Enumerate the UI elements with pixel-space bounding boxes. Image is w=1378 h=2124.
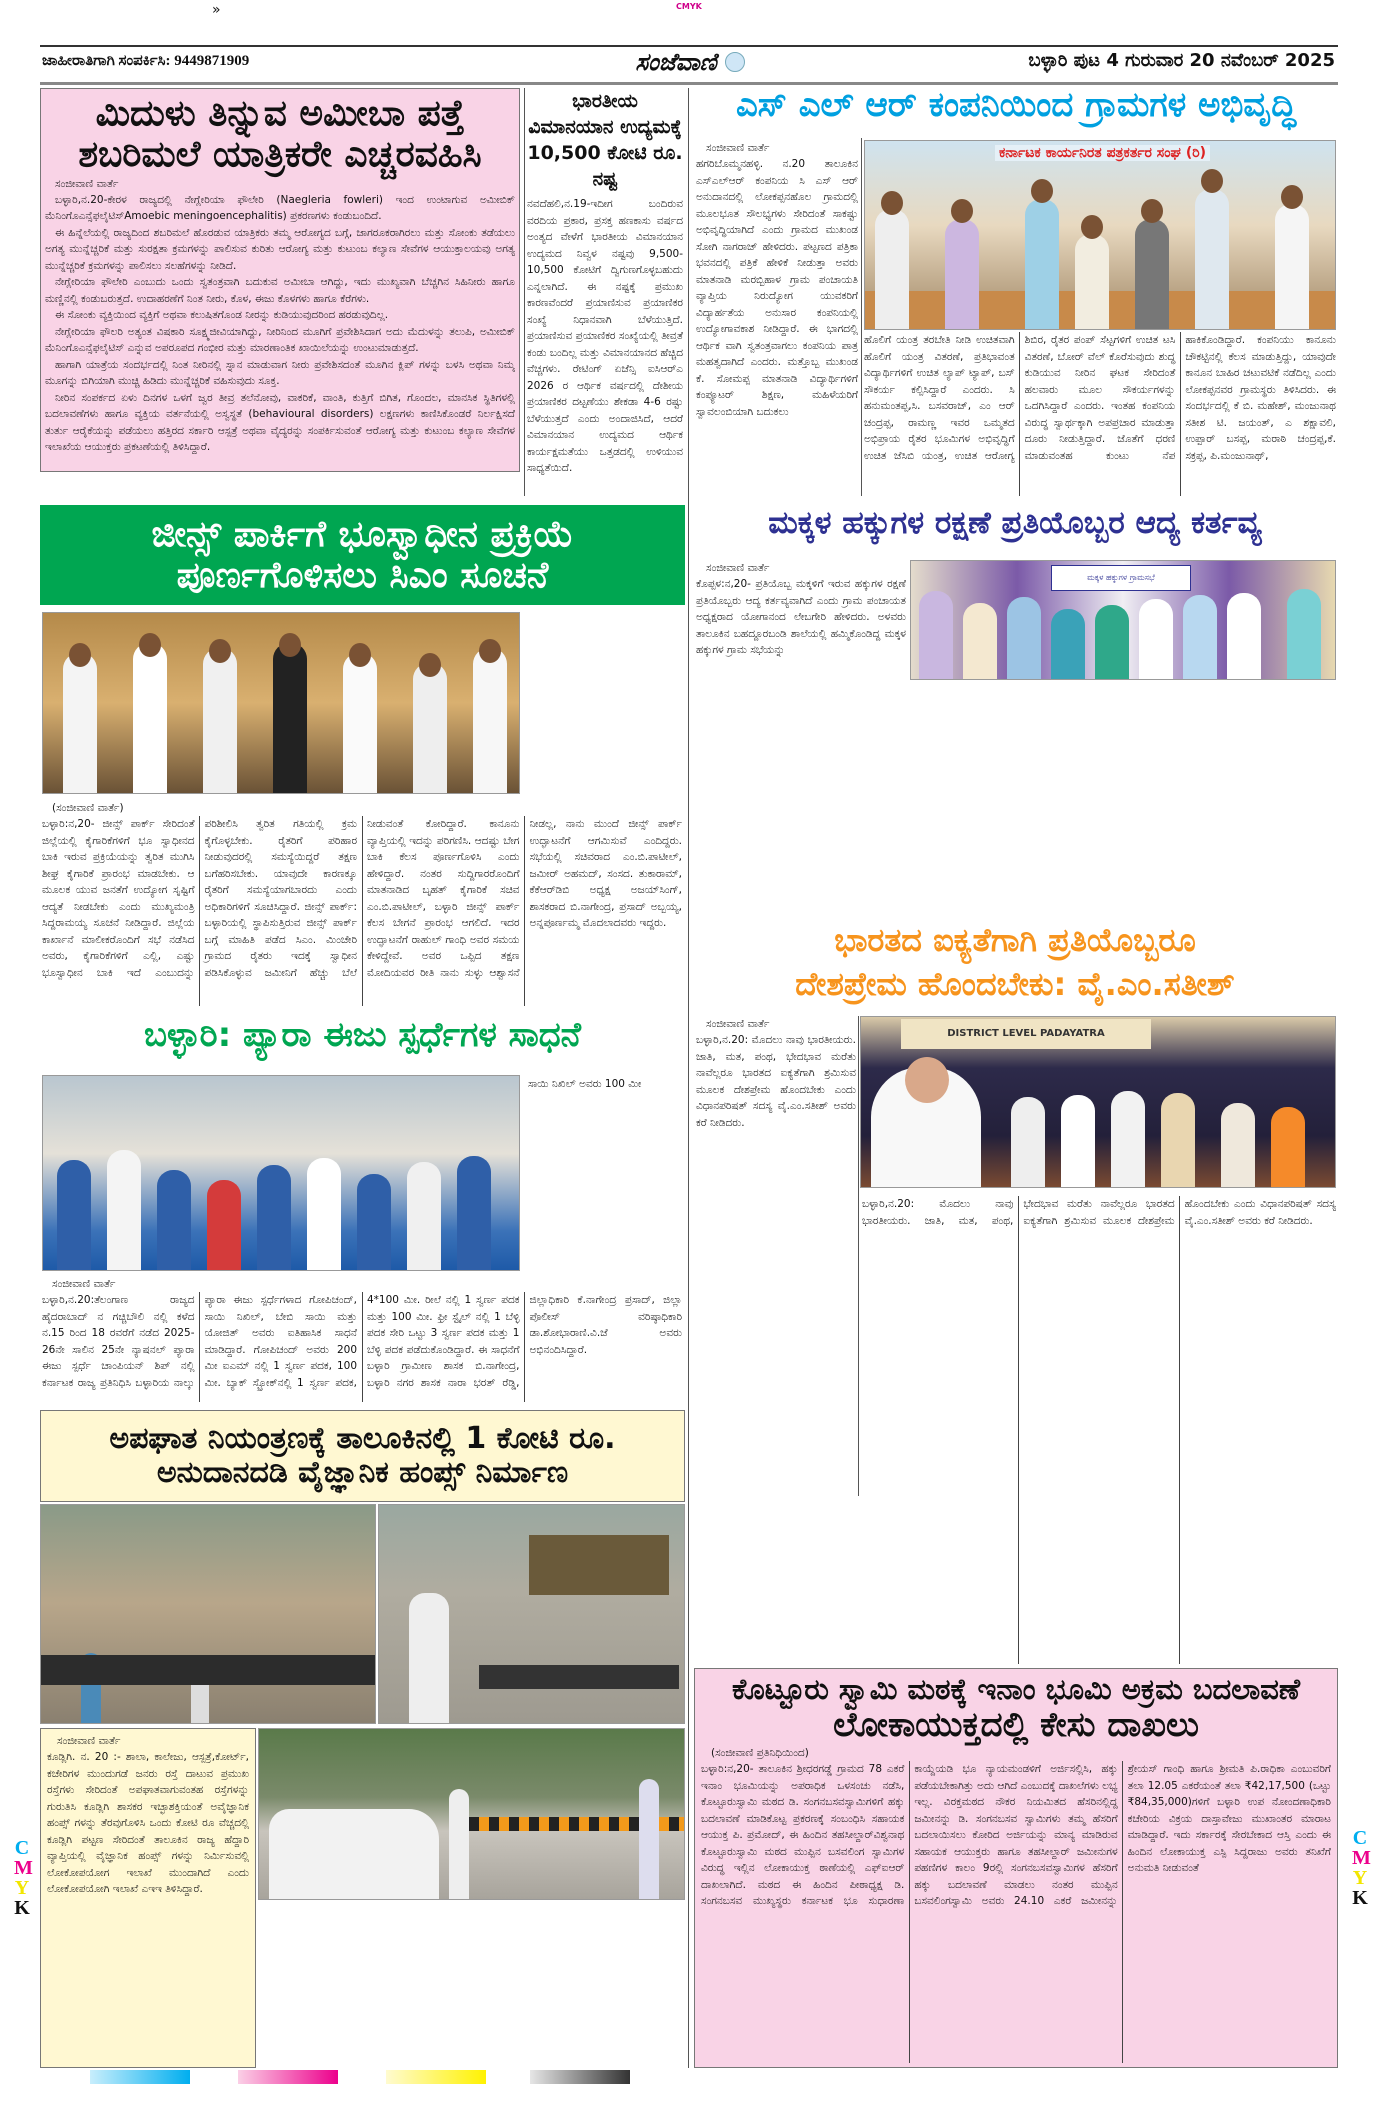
page-center-rule (688, 88, 689, 2068)
column-rule (524, 88, 525, 496)
paragraph: ಈ ಹಿನ್ನೆಲೆಯಲ್ಲಿ ರಾಜ್ಯದಿಂದ ಶಬರಿಮಲೆ ಹೊರಡುವ ಯಾತ್ರಿಕರು ತಮ್ಮ ಆರೋಗ್ಯದ ಬಗ್ಗೆ, ಜಾಗರೂಕರಾಗಿರಲು ಮತ್ತು ಸೋಂಕು ತಡೆಯಲು ಅಗತ್ಯ ಮುನ್ನೆಚ್ಚರಿಕೆ ಮತ್ತು ಸುರಕ್ಷತಾ ಕ್ರಮಗಳನ್ನು ಪಾಲಿಸುವ ಕುರಿತು ಆರೋಗ್ಯ ಮತ್ತು ಕುಟುಂಬ ಕಲ್ಯಾಣ ಸೇವೆಗಳ ಆಯುಕ್ತಾಲಯವು ಅಗತ್ಯ ಮುನ್ನೆಚ್ಚರಿಕೆ ಕ್ರಮಗಳನ್ನು ಪಾಲಿಸಲು ಸಲಹೆಗಳನ್ನು ನೀಡಿದೆ. (45, 226, 515, 272)
jeans-text (42, 800, 682, 1006)
unity-body-continued: ಬಳ್ಳಾರಿ,ನ.20: ಮೊದಲು ನಾವು ಭಾರತೀಯರು. ಜಾತಿ, ಮತ, ಪಂಥ, ಭೇದಭಾವ ಮರೆತು ನಾವೆಲ್ಲರೂ ಭಾರತದ ಐಕ್ಯತೆಗಾಗಿ ಶ್ರಮಿಸುವ ಮೂಲಕ ದೇಶಪ್ರೇಮ ಹೊಂದಬೇಕು ಎಂದು ವಿಧಾನಪರಿಷತ್ ಸದಸ್ಯ ವೈ.ಎಂ.ಸತೀಶ್ ಅವರು ಕರೆ ನೀಡಿದರು. (862, 1198, 1336, 1227)
swim-headline: ಬಳ್ಳಾರಿ: ಪ್ಯಾರಾ ಈಜು ಸ್ಪರ್ಧೆಗಳ ಸಾಧನೆ (144, 1015, 581, 1055)
jeans-headline-banner (40, 505, 685, 605)
amoeba-body (45, 192, 515, 467)
slr-col1 (696, 140, 858, 496)
kottur-body: ಬಳ್ಳಾರಿ:ನ,20- ತಾಲೂಕಿನ ಶ್ರೀಧರಗಡ್ಡೆ ಗ್ರಾಮದ 78 ಎಕರೆ ಇನಾಂ ಭೂಮಿಯನ್ನು ಅಪರಾಧಿಕ ಒಳಸಂಚು ನಡೆಸಿ, ಕೊಟ್ಟೂರುಸ್ವಾಮಿ ಮಠದ ಡಿ. ಸಂಗನಬಸವಸ್ವಾಮಿಗಳಿಗೆ ಹಕ್ಕು ಬದಲಾವಣೆ ಮಾಡಿಕೊಟ್ಟ ಪ್ರಕರಣಕ್ಕೆ ಸಂಬಂಧಿಸಿ ಸಹಾಯಕ ಆಯುಕ್ತ ಪಿ. ಪ್ರಮೋದ್, ಈ ಹಿಂದಿನ ತಹಸೀಲ್ದಾರ್‌ವಿಶ್ವನಾಥ ಕೊಟ್ಟೂರುಸ್ವಾಮಿ ಮಠದ ಮುಪ್ಪಿನ ಬಸವಲಿಂಗ ಸ್ವಾಮಿಗಳ ವಿರುದ್ಧ ಇಲ್ಲಿನ ಲೋಕಾಯುಕ್ತ ಠಾಣೆಯಲ್ಲಿ ಎಫ್‌ಐಆರ್ ದಾಖಲಾಗಿದೆ. ಮಠದ ಈ ಹಿಂದಿನ ಪೀಠಾಧ್ಯಕ್ಷ ಡಿ. ಸಂಗನಬಸವ ಮುಖ್ಯಸ್ಥರು ಕರ್ನಾಟಕ ಭೂ ಸುಧಾರಣಾ ಕಾಯ್ದೆಯಡಿ ಭೂ ನ್ಯಾಯಮಂಡಳಿಗೆ ಅರ್ಜಿಸಲ್ಲಿಸಿ, ಹಕ್ಕು ಪಡೆಯಬೇಕಾಗಿತ್ತು ಅದು ಆಗಿದೆ ಎಂಬುದಕ್ಕೆ ದಾಖಲೆಗಳು ಲಭ್ಯ ಇಲ್ಲ. ವಿರಕ್ತಮಠದ ನೌಕರ ನಿಯಮಿತದ ಹೆಸರಿನಲ್ಲಿದ್ದ ಜಮೀನನ್ನು ಡಿ. ಸಂಗನಬಸವ ಸ್ವಾಮಿಗಳು ತಮ್ಮ ಹೆಸರಿಗೆ ಬದಲಾಯಿಸಲು ಕೋರಿದ ಅರ್ಜಿಯನ್ನು ಮಾನ್ಯ ಮಾಡಿರುವ ಸಹಾಯಕ ಆಯುಕ್ತರು ಹಾಗೂ ತಹಸೀಲ್ದಾರ್ ಜಮೀನುಗಳ ಪಹಣಿಗಳ ಕಾಲಂ 9ರಲ್ಲಿ ಸಂಗನಬಸವಸ್ವಾಮಿಗಳ ಹೆಸರಿಗೆ ಹಕ್ಕು ಬದಲಾವಣೆ ಮಾಡಲು ನಂತರ ಮುಪ್ಪಿನ ಬಸವಲಿಂಗಸ್ವಾಮಿ ಅವರು 24.10 ಎಕರೆ ಜಮೀನನ್ನು ಶ್ರೇಯಸ್ ಗಾಂಧಿ ಹಾಗೂ ಶ್ರೀಮತಿ ಪಿ.ರಾಧಿಕಾ ಎಂಬುವರಿಗೆ ತಲಾ 12.05 ಎಕರೆಯಂತೆ ತಲಾ ₹42,17,500 (ಒಟ್ಟು ₹84,35,000)ಗಳಿಗೆ ಬಳ್ಳಾರಿ ಉಪ ನೋಂದಣಾಧಿಕಾರಿ ಕಚೇರಿಯ ವಿಕ್ರಯ ದಾಸ್ತಾವೇಜು ಮುಖಾಂತರ ಮಾರಾಟ ಮಾಡಿದ್ದಾರೆ. ಇದು ಸರ್ಕಾರಕ್ಕೆ ಸೇರಬೇಕಾದ ಆಸ್ತಿ ಎಂದು ಈ ಹಿಂದಿನ ಲೋಕಾಯುಕ್ತ ಎಸ್ಪಿ ಸಿದ್ದರಾಜು ಅವರು ತನಿಖೆಗೆ ಅನುಮತಿ ನೀಡುವಂತೆ (701, 1763, 1331, 1908)
slr-byline: ಸಂಜೀವಾಣಿ ವಾರ್ತೆ (706, 142, 770, 154)
child-rights-photo (910, 560, 1336, 680)
unity-headline-2: ದೇಶಪ್ರೇಮ ಹೊಂದಬೇಕು: ವೈ.ಎಂ.ಸತೀಶ್ (795, 965, 1235, 1003)
humps-photo-3 (258, 1728, 685, 1900)
registration-m: M (14, 1857, 33, 1879)
jeans-headline-2: ಪೂರ್ಣಗೊಳಿಸಲು ಸಿಎಂ ಸೂಚನೆ (176, 555, 549, 596)
paragraph: ಈ ಸೋಂಕು ವ್ಯಕ್ತಿಯಿಂದ ವ್ಯಕ್ತಿಗೆ ಅಥವಾ ಕಲುಷಿತಗೊಂಡ ನೀರನ್ನು ಕುಡಿಯುವುದರಿಂದ ಹರಡುವುದಿಲ್ಲ. (55, 309, 389, 322)
cyan-color-bar (90, 2070, 190, 2084)
paragraph: ಬಳ್ಳಾರಿ,ನ.20-ಕೇರಳ ರಾಜ್ಯದಲ್ಲಿ ನೇಗ್ಲೇರಿಯಾ ಫೌಲೇರಿ (Naegleria fowleri) ಇಂದ ಉಂಟಾಗುವ ಅಮೀಬಿಕ್ ಮೆನಿಂಗೊಎನ್ಸೆಫಲೈಟಿಸ್Amoebic meningoencephalitis) ಪ್ರಕರಣಗಳು ಕಂಡುಬಂದಿದೆ. (45, 193, 515, 223)
black-color-bar (530, 2070, 630, 2084)
kottur-byline: (ಸಂಜೀವಾಣಿ ಪ್ರತಿನಿಧಿಯಿಂದ) (711, 1747, 809, 1760)
slr-body-col1: ಹಗರಿಬೊಮ್ಮನಹಳ್ಳಿ. ನ.20 ತಾಲೂಕಿನ ಎಸ್‌ಎಲ್‌ಆರ್ ಕಂಪನಿಯ ಸಿ ಎಸ್ ಆರ್ ಅನುದಾನದಲ್ಲಿ ಲೋಕಪ್ಪನಹೊಲ ಗ್ರಾಮದಲ್ಲಿ ಮೂಲಭೂತ ಸೌಲಭ್ಯಗಳು ಸೇರಿದಂತೆ ಸಾಕಷ್ಟು ಅಭಿವೃದ್ಧಿಯಾಗಿದೆ ಎಂದು ಗ್ರಾಮದ ಮುಖಂಡ ಸೋಗಿ ನಾಗರಾಜ್ ಹೇಳಿದರು. ಪಟ್ಟಣದ ಪತ್ರಿಕಾ ಭವನದಲ್ಲಿ ಪತ್ರಿಕೆ ಹೇಳಿಕೆ ನೀಡುತ್ತಾ ಅವರು ಮಾತನಾಡಿ ಮರಬ್ಬಿಹಾಳ ಗ್ರಾಮ ಪಂಚಾಯತಿ ವ್ಯಾಪ್ತಿಯ ನಿರುದ್ಯೋಗ ಯುವಕರಿಗೆ ವಿದ್ಯಾರ್ಹತೆಯ ಅನುಸಾರ ಕಂಪನಿಯಲ್ಲಿ ಉದ್ಯೋಗಾವಕಾಶ ನೀಡಿದ್ದಾರೆ. ಈ ಭಾಗದಲ್ಲಿ ಆರ್ಥಿಕ ವಾಗಿ ಸ್ವತಂತ್ರವಾಗಲು ಕಂಪನಿಯ ಪಾತ್ರ ಮಹತ್ವದಾಗಿದೆ ಎಂದರು. ಮತ್ತೊಬ್ಬ ಮುಖಂಡ ಕೆ. ಸೋಮಪ್ಪ ಮಾತನಾಡಿ ವಿದ್ಯಾರ್ಥಿಗಳಿಗೆ ಕಂಪ್ಯೂಟರ್ ಶಿಕ್ಷಣ, ಮಹಿಳೆಯರಿಗೆ ಸ್ವಾವಲಂಬಿಯಾಗಿ ಬದುಕಲು (696, 158, 858, 418)
issue-dateline: ಬಳ್ಳಾರಿ ಪುಟ 4 ಗುರುವಾರ 20 ನವೆಂಬರ್ 2025 (1028, 50, 1335, 71)
jeans-park-photo (42, 612, 520, 794)
amoeba-article (40, 88, 520, 472)
swim-text (42, 1276, 682, 1402)
unity-headline-1: ಭಾರತದ ಐಕ್ಯತೆಗಾಗಿ ಪ್ರತಿಯೊಬ್ಬರೂ (834, 921, 1196, 959)
aviation-headline: ಭಾರತೀಯ ವಿಮಾನಯಾನ ಉದ್ಯಮಕ್ಕೆ 10,500 ಕೋಟಿ ರೂ. ನಷ್ಟ (527, 90, 683, 190)
yellow-color-bar (386, 2070, 486, 2084)
unity-text (696, 1016, 856, 1496)
jeans-body: ಬಳ್ಳಾರಿ:ನ,20- ಜೀನ್ಸ್ ಪಾರ್ಕ್ ಸೇರಿದಂತೆ ಜಿಲ್ಲೆಯಲ್ಲಿ ಕೈಗಾರಿಕೆಗಳಿಗೆ ಭೂ ಸ್ವಾಧೀನದ ಬಾಕಿ ಇರುವ ಪ್ರಕ್ರಿಯೆಯನ್ನು ತ್ವರಿತ ಮುಗಿಸಿ ಶೀಘ್ರ ಕೈಗಾರಿಕೆ ಪ್ರಾರಂಭ ಮಾಡಬೇಕು. ಆ ಮೂಲಕ ಯುವ ಜನತೆಗೆ ಉದ್ಯೋಗ ಸೃಷ್ಟಿಗೆ ಆದ್ಯತೆ ನೀಡಬೇಕು ಎಂದು ಮುಖ್ಯಮಂತ್ರಿ ಸಿದ್ದರಾಮಯ್ಯ ಸೂಚನೆ ನೀಡಿದ್ದಾರೆ. ಜಿಲ್ಲೆಯ ಕಾರ್ಖಾನೆ ಮಾಲೀಕರೊಂದಿಗೆ ಸಭೆ ನಡೆಸಿದ ಅವರು, ಕೈಗಾರಿಕೆಗಳಿಗೆ ಎಲ್ಲಿ, ಎಷ್ಟು ಭೂಸ್ವಾಧೀನ ಬಾಕಿ ಇದೆ ಎಂಬುದನ್ನು ಪರಿಶೀಲಿಸಿ ತ್ವರಿತ ಗತಿಯಲ್ಲಿ ಕ್ರಮ ಕೈಗೊಳ್ಳಬೇಕು. ರೈತರಿಗೆ ಪರಿಹಾರ ನೀಡುವುದರಲ್ಲಿ ಸಮಸ್ಯೆಯಿದ್ದರೆ ತಕ್ಷಣ ಬಗೆಹರಿಸಬೇಕು. ಯಾವುದೇ ಕಾರಣಕ್ಕೂ ರೈತರಿಗೆ ಸಮಸ್ಯೆಯಾಗಬಾರದು ಎಂದು ಅಧಿಕಾರಿಗಳಿಗೆ ಸೂಚಿಸಿದ್ದಾರೆ. ಜೀನ್ಸ್ ಪಾರ್ಕ್: ಬಳ್ಳಾರಿಯಲ್ಲಿ ಸ್ಥಾಪಿಸುತ್ತಿರುವ ಜೀನ್ಸ್ ಪಾರ್ಕ್ ಬಗ್ಗೆ ಮಾಹಿತಿ ಪಡೆದ ಸಿಎಂ. ಮಿಂಚೇರಿ ಗ್ರಾಮದ ರೈತರು ಇದಕ್ಕೆ ಸ್ವಾಧೀನ ಪಡಿಸಿಕೊಳ್ಳುವ ಜಮೀನಿಗೆ ಹೆಚ್ಚು ಬೆಲೆ ನೀಡುವಂತೆ ಕೋರಿದ್ದಾರೆ. ಕಾನೂನು ವ್ಯಾಪ್ತಿಯಲ್ಲಿ ಇದನ್ನು ಪರಿಗಣಿಸಿ. ಆದಷ್ಟು ಬೇಗ ಬಾಕಿ ಕೆಲಸ ಪೂರ್ಣಗೊಳಿಸಿ ಎಂದು ಹೇಳಿದ್ದಾರೆ. ನಂತರ ಸುದ್ದಿಗಾರರೊಂದಿಗೆ ಮಾತನಾಡಿದ ಬೃಹತ್ ಕೈಗಾರಿಕೆ ಸಚಿವ ಎಂ.ಬಿ.ಪಾಟೀಲ್, ಬಳ್ಳಾರಿ ಜೀನ್ಸ್ ಪಾರ್ಕ್ ಕೆಲಸ ಬೇಗನೆ ಪ್ರಾರಂಭ ಆಗಲಿದೆ. ಇದರ ಉದ್ಘಾಟನೆಗೆ ರಾಹುಲ್ ಗಾಂಧಿ ಅವರ ಸಮಯ ಕೇಳಿದ್ದೇವೆ. ಅವರ ಒಪ್ಪಿದ ತಕ್ಷಣ ಮೋದಿಯವರ ರೀತಿ ನಾನು ಸುಳ್ಳು ಆಶ್ವಾಸನೆ ನೀಡಲ್ಲ, ನಾನು ಮುಂದೆ ಜೀನ್ಸ್ ಪಾರ್ಕ್ ಉದ್ಘಾಟನೆಗೆ ಆಗಮಿಸುವೆ ಎಂದಿದ್ದರು. ಸಭೆಯಲ್ಲಿ ಸಚಿವರಾದ ಎಂ.ಬಿ.ಪಾಟೀಲ್, ಜಮೀರ್ ಅಹಮದ್, ಸಂಸದ. ತುಕಾರಾಮ್, ಕೆಕೆಆರ್‌ಡಿಬಿ ಅಧ್ಯಕ್ಷ ಅಜಯ್‌ಸಿಂಗ್, ಶಾಸಕರಾದ ಬಿ.ನಾಗೇಂದ್ರ, ಪ್ರಸಾದ್ ಅಬ್ಬಯ್ಯ, ಅನ್ನಪೂರ್ಣಮ್ಮ ಮೊದಲಾದವರು ಇದ್ದರು. (42, 818, 682, 979)
page-arrow-mark: » (212, 2, 221, 18)
registration-c: C (14, 1837, 30, 1859)
humps-photo-2 (378, 1504, 685, 1724)
aviation-article (527, 88, 683, 496)
humps-headline-box (40, 1410, 685, 1502)
child-rights-text (696, 560, 906, 906)
child-rights-byline: ಸಂಜೀವಾಣಿ ವಾರ್ತೆ (706, 562, 770, 574)
swim-byline: ಸಂಜೀವಾಣಿ ವಾರ್ತೆ (52, 1278, 116, 1290)
kottur-headline-1: ಕೊಟ್ಟೂರು ಸ್ವಾಮಿ ಮಠಕ್ಕೆ ಇನಾಂ ಭೂಮಿ ಅಕ್ರಮ ಬದಲಾವಣೆ (732, 1672, 1300, 1706)
kottur-headline-2: ಲೋಕಾಯುಕ್ತದಲ್ಲಿ ಕೇಸು ದಾಖಲು (833, 1705, 1199, 1746)
amoeba-headline-1: ಮಿದುಳು ತಿನ್ನುವ ಅಮೀಬಾ ಪತ್ತೆ (95, 93, 465, 134)
paragraph: ನೇಗ್ಲೇರಿಯಾ ಫೌಲೇರಿ ಎಂಬುದು ಒಂದು ಸ್ವತಂತ್ರವಾಗಿ ಬದುಕುವ ಅಮೀಬಾ ಆಗಿದ್ದು, ಇದು ಮುಖ್ಯವಾಗಿ ಬೆಚ್ಚಗಿನ ಸಿಹಿನೀರು ಹಾಗೂ ಮಣ್ಣಿನಲ್ಲಿ ಕಂಡುಬರುತ್ತದೆ. ಉದಾಹರಣೆಗೆ ನಿಂತ ನೀರು, ಕೊಳ, ಈಜು ಕೊಳಗಳು ಹಾಗೂ ಕೆರೆಗಳು. (45, 276, 515, 305)
unity-byline: ಸಂಜೀವಾಣಿ ವಾರ್ತೆ (706, 1018, 770, 1030)
registration-c: C (1352, 1827, 1368, 1849)
slr-headline: ಎಸ್ ಎಲ್ ಆರ್ ಕಂಪನಿಯಿಂದ ಗ್ರಾಮಗಳ ಅಭಿವೃದ್ಧಿ (735, 85, 1297, 125)
paragraph: ಹಾಗಾಗಿ ಯಾತ್ರೆಯ ಸಂದರ್ಭದಲ್ಲಿ ನಿಂತ ನೀರಿನಲ್ಲಿ ಸ್ನಾನ ಮಾಡುವಾಗ ನೀರು ಪ್ರವೇಶಿಸದಂತೆ ಮೂಗಿನ ಕ್ಲಿಪ್ ಗಳನ್ನು ಬಳಸಿ ಅಥವಾ ನಿಮ್ಮ ಮೂಗನ್ನು ಬಿಗಿಯಾಗಿ ಮುಚ್ಚಿ ಹಿಡಿದು ಮುನ್ನೆಚ್ಚರಿಕೆ ವಹಿಸುವುದು ಸೂಕ್ತ. (45, 358, 515, 388)
humps-text-box (40, 1728, 256, 2068)
registration-k: K (14, 1897, 30, 1919)
registration-y: Y (14, 1877, 30, 1899)
humps-body: ಕೂಡ್ಲಿಗಿ. ನ. 20 :- ಶಾಲಾ, ಕಾಲೇಜು, ಆಸ್ಪತ್ರೆ,ಕೋರ್ಟ್, ಕಚೇರಿಗಳ ಮುಂದುಗಡೆ ಜನರು ರಸ್ತೆ ದಾಟುವ ಪ್ರಮುಖ ರಸ್ತೆಗಳು ಸೇರಿದಂತೆ ಅಪಘಾತವಾಗುವಂತಹ ರಸ್ತೆಗಳನ್ನು ಗುರುತಿಸಿ ಕೂಡ್ಲಿಗಿ ಶಾಸಕರ ಇಚ್ಛಾಶಕ್ತಿಯಂತೆ ಅವೈಜ್ಞಾನಿಕ ಹಂಪ್ಸ್ ಗಳನ್ನು ತೆರವುಗೊಳಿಸಿ ಒಂದು ಕೋಟಿ ರೂ ವೆಚ್ಚದಲ್ಲಿ ಕೂಡ್ಲಿಗಿ ಪಟ್ಟಣ ಸೇರಿದಂತೆ ತಾಲೂಕಿನ ರಾಜ್ಯ ಹೆದ್ದಾರಿ ವ್ಯಾಪ್ತಿಯಲ್ಲಿ ವೈಜ್ಞಾನಿಕ ಹಂಪ್ಸ್ ಗಳನ್ನು ನಿರ್ಮಿಸುವಲ್ಲಿ ಲೋಕೋಪಯೋಗ ಇಲಾಖೆ ಮುಂದಾಗಿದೆ ಎಂದು ಲೋಕೋಪಯೋಗಿ ಇಲಾಖೆ ಎಇಇ ತಿಳಿಸಿದ್ದಾರೆ. (47, 1751, 249, 1895)
newspaper-logo-group (560, 48, 820, 76)
unity-headline-block (692, 918, 1338, 1010)
masthead-top-rule (40, 45, 1338, 47)
amoeba-byline: ಸಂಜೀವಾಣಿ ವಾರ್ತೆ (55, 177, 119, 190)
jeans-byline: (ಸಂಜೀವಾಣಿ ವಾರ್ತೆ) (52, 802, 124, 814)
registration-y: Y (1352, 1867, 1368, 1889)
humps-headline-2: ಅನುದಾನದಡಿ ವೈಜ್ಞಾನಿಕ ಹಂಪ್ಸ್ ನಿರ್ಮಾಣ (156, 1455, 569, 1490)
unity-body: ಬಳ್ಳಾರಿ,ನ.20: ಮೊದಲು ನಾವು ಭಾರತೀಯರು. ಜಾತಿ, ಮತ, ಪಂಥ, ಭೇದಭಾವ ಮರೆತು ನಾವೆಲ್ಲರೂ ಭಾರತದ ಐಕ್ಯತೆಗಾಗಿ ಶ್ರಮಿಸುವ ಮೂಲಕ ದೇಶಪ್ರೇಮ ಹೊಂದಬೇಕು ಎಂದು ವಿಧಾನಪರಿಷತ್ ಸದಸ್ಯ ವೈ.ಎಂ.ಸತೀಶ್ ಅವರು ಕರೆ ನೀಡಿದರು. (696, 1034, 856, 1129)
humps-byline: ಸಂಜೀವಾಣಿ ವಾರ್ತೆ (57, 1735, 121, 1747)
swim-team-photo (42, 1075, 520, 1271)
paragraph: ನೇಗ್ಲೇರಿಯಾ ಫೌಲರಿ ಅತ್ಯಂತ ವಿಷಕಾರಿ ಸೂಕ್ಷ್ಮಜೀವಿಯಾಗಿದ್ದು, ನೀರಿನಿಂದ ಮೂಗಿಗೆ ಪ್ರವೇಶಿಸಿದಾಗ ಅದು ಮೆದುಳನ್ನು ತಲುಪಿ, ಅಮೀಬಿಕ್ ಮೆನಿಂಗೊಎನ್ಸೆಫಲೈಟಿಸ್ ಎನ್ನುವ ಅಪರೂಪದ ಗಂಭೀರ ಮತ್ತು ಮಾರಣಾಂತಿಕ ಖಾಯಿಲೆಯನ್ನು ಉಂಟುಮಾಡುತ್ತದೆ. (45, 325, 515, 355)
swim-body: ಬಳ್ಳಾರಿ,ನ.20:ತೆಲಂಗಾಣ ರಾಜ್ಯದ ಹೈದರಾಬಾದ್ ನ ಗಚ್ಚಿಬೌಲಿ ನಲ್ಲಿ ಕಳೆದ ನ.15 ರಿಂದ 18 ರವರೆಗೆ ನಡೆದ 2025-26ನೇ ಸಾಲಿನ 25ನೇ ನ್ಯಾಷನಲ್ ಪ್ಯಾರಾ ಈಜು ಸ್ಪರ್ಧೆ ಚಾಂಪಿಯನ್ ಶಿಪ್ ನಲ್ಲಿ ಕರ್ನಾಟಕ ರಾಜ್ಯ ಪ್ರತಿನಿಧಿಸಿ ಬಳ್ಳಾರಿಯ ನಾಲ್ಕು ಪ್ಯಾರಾ ಈಜು ಸ್ಪರ್ಧೆಗಳಾದ ಗೋಪಿಚಂದ್, ಸಾಯಿ ನಿಖಿಲ್, ಬೇಬಿ ಸಾಯಿ ಮತ್ತು ಯೋಜಿತ್ ಅವರು ಐತಿಹಾಸಿಕ ಸಾಧನೆ ಮಾಡಿದ್ದಾರೆ. ಗೋಪಿಚಂದ್ ಅವರು 200 ಮೀ ಐಎಮ್ ನಲ್ಲಿ 1 ಸ್ವರ್ಣ ಪದಕ, 100 ಮೀ. ಬ್ಯಾಕ್ ಸ್ಟ್ರೋಕ್‌ನಲ್ಲಿ 1 ಸ್ವರ್ಣ ಪದಕ, 4*100 ಮೀ. ರೀಲೆ ನಲ್ಲಿ 1 ಸ್ವರ್ಣ ಪದಕ ಮತ್ತು 100 ಮೀ. ಫ್ರೀ ಸ್ಟೈಲ್ ನಲ್ಲಿ 1 ಬೆಳ್ಳಿ ಪದಕ ಸೇರಿ ಒಟ್ಟು 3 ಸ್ವರ್ಣ ಪದಕ ಮತ್ತು 1 ಬೆಳ್ಳಿ ಪದಕ ಪಡೆದುಕೊಂಡಿದ್ದಾರೆ. ಈ ಸಾಧನೆಗೆ ಬಳ್ಳಾರಿ ಗ್ರಾಮೀಣ ಶಾಸಕ ಬಿ.ನಾಗೇಂದ್ರ, ಬಳ್ಳಾರಿ ನಗರ ಶಾಸಕ ನಾರಾ ಭರತ್ ರೆಡ್ಡಿ, ಜಿಲ್ಲಾಧಿಕಾರಿ ಕೆ.ನಾಗೇಂದ್ರ ಪ್ರಸಾದ್, ಜಿಲ್ಲಾ ಪೊಲೀಸ್ ವರಿಷ್ಠಾಧಿಕಾರಿ ಡಾ.ಶೋಭಾರಾಣಿ.ವಿ.ಜೆ ಅವರು ಅಭಿನಂದಿಸಿದ್ದಾರೆ. (42, 1294, 682, 1389)
magenta-color-bar (238, 2070, 338, 2084)
swim-side-text: ಸಾಯಿ ನಿಖಿಲ್ ಅವರು 100 ಮೀ (528, 1078, 642, 1090)
ad-contact: ಜಾಹೀರಾತಿಗಾಗಿ ಸಂಪರ್ಕಿಸಿ: 9449871909 (42, 53, 250, 69)
column-rule (858, 1016, 859, 1496)
jeans-headline-1: ಜೀನ್ಸ್ ಪಾರ್ಕಿಗೆ ಭೂಸ್ವಾಧೀನ ಪ್ರಕ್ರಿಯೆ (151, 513, 574, 555)
cmyk-mark-top: CMYK (676, 2, 702, 11)
newspaper-logo: ಸಂಜೆವಾಣಿ (635, 48, 717, 76)
logo-emblem-icon (725, 52, 745, 72)
slr-press-meet-photo (864, 140, 1336, 330)
aviation-body: ನವದೆಹಲಿ,ನ.19-ಇದೀಗ ಬಂದಿರುವ ವರದಿಯ ಪ್ರಕಾರ, ಪ್ರಸಕ್ತ ಹಣಕಾಸು ವರ್ಷದ ಅಂತ್ಯದ ವೇಳೆಗೆ ಭಾರತೀಯ ವಿಮಾನಯಾನ ಉದ್ಯಮದ ನಿವ್ವಳ ನಷ್ಟವು 9,500-10,500 ಕೋಟಿಗೆ ದ್ವಿಗುಣಗೊಳ್ಳಬಹುದು ಎನ್ನಲಾಗಿದೆ. ಈ ನಷ್ಟಕ್ಕೆ ಪ್ರಮುಖ ಕಾರಣವೆಂದರೆ ಪ್ರಯಾಣಿಸುವ ಪ್ರಯಾಣಿಕರ ಸಂಖ್ಯೆ ನಿಧಾನವಾಗಿ ಬೆಳೆಯುತ್ತಿದೆ. ಪ್ರಯಾಣಿಸುವ ಪ್ರಯಾಣಿಕರ ಸಂಖ್ಯೆಯಲ್ಲಿ ತೀವ್ರತೆ ಕಂಡು ಬಂದಿಲ್ಲ ಮತ್ತು ವಿಮಾನಯಾನದ ಹೆಚ್ಚಿದ ವೆಚ್ಚಗಳು. ರೇಟಿಂಗ್ ಏಜೆನ್ಸಿ ಐಸಿಆರ್‌ಎ 2026 ರ ಆರ್ಥಿಕ ವರ್ಷದಲ್ಲಿ ದೇಶೀಯ ಪ್ರಯಾಣಿಕರ ದಟ್ಟಣೆಯು ಶೇಕಡಾ 4-6 ರಷ್ಟು ಬೆಳೆಯುತ್ತದೆ ಎಂದು ಅಂದಾಜಿಸಿದೆ, ಆದರೆ ವಿಮಾನಯಾನ ಉದ್ಯಮದ ಆರ್ಥಿಕ ಕಾರ್ಯಕ್ಷಮತೆಯು ಒತ್ತಡದಲ್ಲಿ ಉಳಿಯುವ ಸಾಧ್ಯತೆಯಿದೆ. (527, 198, 683, 474)
registration-k: K (1352, 1887, 1368, 1909)
column-rule (861, 138, 862, 496)
photo-banner-text: ಮಕ್ಕಳ ಹಕ್ಕುಗಳ ಗ್ರಾಮಸಭೆ (1051, 565, 1191, 591)
slr-body-rest: ಹೊಲಿಗೆ ಯಂತ್ರ ತರಬೇತಿ ನೀಡಿ ಉಚಿತವಾಗಿ ಹೊಲಿಗೆ ಯಂತ್ರ ವಿತರಣೆ, ಪ್ರತಿಭಾವಂತ ವಿದ್ಯಾರ್ಥಿಗಳಿಗೆ ಉಚಿತ ಲ್ಯಾಪ್ ಟ್ಯಾಪ್, ಬಸ್ ಸೌಕರ್ಯ ಕಲ್ಪಿಸಿದ್ದಾರೆ ಎಂದರು. ಸಿ ಹನುಮಂತಪ್ಪ,ಸಿ. ಬಸವರಾಜ್, ಎಂ ಆರ್ ಚಂದ್ರಪ್ಪ, ರಾಮಣ್ಣ ಇವರ ಒಮ್ಮತದ ಅಭಿಪ್ರಾಯ ರೈತರ ಭೂಮಿಗಳ ಅಭಿವೃದ್ಧಿಗೆ ಉಚಿತ ಜೆಸಿಬಿ ಯಂತ್ರ, ಉಚಿತ ಆರೋಗ್ಯ ಶಿಬಿರ, ರೈತರ ಪಂಪ್ ಸೆಟ್ಟಗಳಿಗೆ ಉಚಿತ ಟಸಿ ವಿತರಣೆ, ಬೋರ್ ವೆಲ್ ಕೊರೆಸುವುದು ಶುದ್ಧ ಕುಡಿಯುವ ನೀರಿನ ಘಟಕ ಸೇರಿದಂತೆ ಹಲವಾರು ಮೂಲ ಸೌಕರ್ಯಗಳನ್ನು ಒದಗಿಸಿದ್ದಾರೆ ಎಂದರು. ಇಂತಹ ಕಂಪನಿಯ ವಿರುದ್ಧ ಸ್ವಾರ್ಥಕ್ಕಾಗಿ ಅಪಪ್ರಚಾರ ಮಾಡುತ್ತಾ ದೂರು ನೀಡುತ್ತಿದ್ದಾರೆ. ಜೊತೆಗೆ ಧರಣಿ ಮಾಡುವಂತಹ ಕುಂಟು ನೆಪ ಹಾಕಿಕೊಂಡಿದ್ದಾರೆ. ಕಂಪನಿಯು ಕಾನೂನು ಚೌಕಟ್ಟಿನಲ್ಲಿ ಕೆಲಸ ಮಾಡುತ್ತಿದ್ದು, ಯಾವುದೇ ಕಾನೂನ ಬಾಹಿರ ಚಟುವಟಿಕೆ ನಡೆದಿಲ್ಲ ಎಂದು ಲೋಕಪ್ಪನವರ ಗ್ರಾಮಸ್ಥರು ತಿಳಿಸಿದರು. ಈ ಸಂದರ್ಭದಲ್ಲಿ ಕೆ ಬಿ. ಮಹೇಶ್, ಮಂಜುನಾಥ ಸತೀಶ ಟಿ. ಜಯಂತ್, ಎ ಶಕ್ಷಾವಲಿ, ಉಪ್ಪಾರ್ ಬಸಪ್ಪ, ಮರಾಠಿ ಚಂದ್ರಪ್ಪ,ಕೆ. ಸಕ್ರಪ್ಪ, ಪಿ.ಮಂಜುನಾಥ್, (864, 334, 1336, 462)
humps-headline-1: ಅಪಘಾತ ನಿಯಂತ್ರಣಕ್ಕೆ ತಾಲೂಕಿನಲ್ಲಿ 1 ಕೋಟಿ ರೂ. (109, 1420, 616, 1456)
child-rights-headline: ಮಕ್ಕಳ ಹಕ್ಕುಗಳ ರಕ್ಷಣೆ ಪ್ರತಿಯೊಬ್ಬರ ಆದ್ಯ ಕರ್ತವ್ಯ (768, 505, 1262, 541)
photo-banner-text: ಕರ್ನಾಟಕ ಕಾರ್ಯನಿರತ ಪತ್ರಕರ್ತರ ಸಂಘ (ರಿ) (995, 145, 1210, 161)
child-rights-body: ಕೊಪ್ಪಳ:ನ,20- ಪ್ರತಿಯೊಬ್ಬ ಮಕ್ಕಳಿಗೆ ಇರುವ ಹಕ್ಕುಗಳ ರಕ್ಷಣೆ ಪ್ರತಿಯೊಬ್ಬರು ಆದ್ಯ ಕರ್ತವ್ಯವಾಗಿದೆ ಎಂದು ಗ್ರಾಮ ಪಂಚಾಯತ ಅಧ್ಯಕ್ಷರಾದ ಯೋಗಾನಂದ ಲೇಬಗೇರಿ ಹೇಳಿದರು. ಅಳವರು ತಾಲೂಕಿನ ಬಹದ್ದೂರಬಂಡಿ ಶಾಲೆಯಲ್ಲಿ ಹಮ್ಮಿಕೊಂಡಿದ್ದ ಮಕ್ಕಳ ಹಕ್ಕುಗಳ ಗ್ರಾಮ ಸಭೆಯನ್ನು (696, 578, 906, 656)
unity-event-photo (860, 1016, 1336, 1188)
paragraph: ನೀರಿನ ಸಂಪರ್ಕದ ಏಳು ದಿನಗಳ ಒಳಗೆ ಜ್ವರ ತೀವ್ರ ತಲೆನೋವು, ವಾಕರಿಕೆ, ವಾಂತಿ, ಕುತ್ತಿಗೆ ಬಿಗಿತ, ಗೊಂದಲ, ಮಾನಸಿಕ ಸ್ಥಿತಿಗಳಲ್ಲಿ ಬದಲಾವಣೆಗಳು ಹಾಗೂ ವ್ಯಕ್ತಿಯ ವರ್ತನೆಯಲ್ಲಿ ಅಸ್ವಸ್ಥತೆ (behavioural disorders) ಲಕ್ಷಣಗಳು ಕಾಣಿಸಿಕೊಂಡರೆ ನಿರ್ಲಕ್ಷಿಸದೆ ತುರ್ತು ಆರೈಕೆಯನ್ನು ಪಡೆಯಲು ಹತ್ತಿರದ ಸರ್ಕಾರಿ ಆಸ್ಪತ್ರೆ ಅಥವಾ ವೈದ್ಯರನ್ನು ಸಂಪರ್ಕಿಸುವಂತೆ ಆರೋಗ್ಯ ಮತ್ತು ಕುಟುಂಬ ಕಲ್ಯಾಣ ಸೇವೆಗಳ ಇಲಾಖೆಯ ಆಯುಕ್ತರು ಪ್ರಕಟಣೆಯಲ್ಲಿ ತಿಳಿಸಿದ್ದಾರೆ. (45, 391, 515, 454)
humps-photo-1 (40, 1504, 376, 1724)
amoeba-headline-2: ಶಬರಿಮಲೆ ಯಾತ್ರಿಕರೇ ಎಚ್ಚರವಹಿಸಿ (78, 134, 482, 176)
kottur-article (694, 1668, 1338, 2068)
photo-banner-text: DISTRICT LEVEL PADAYATRA (901, 1019, 1151, 1049)
registration-m: M (1352, 1847, 1371, 1869)
